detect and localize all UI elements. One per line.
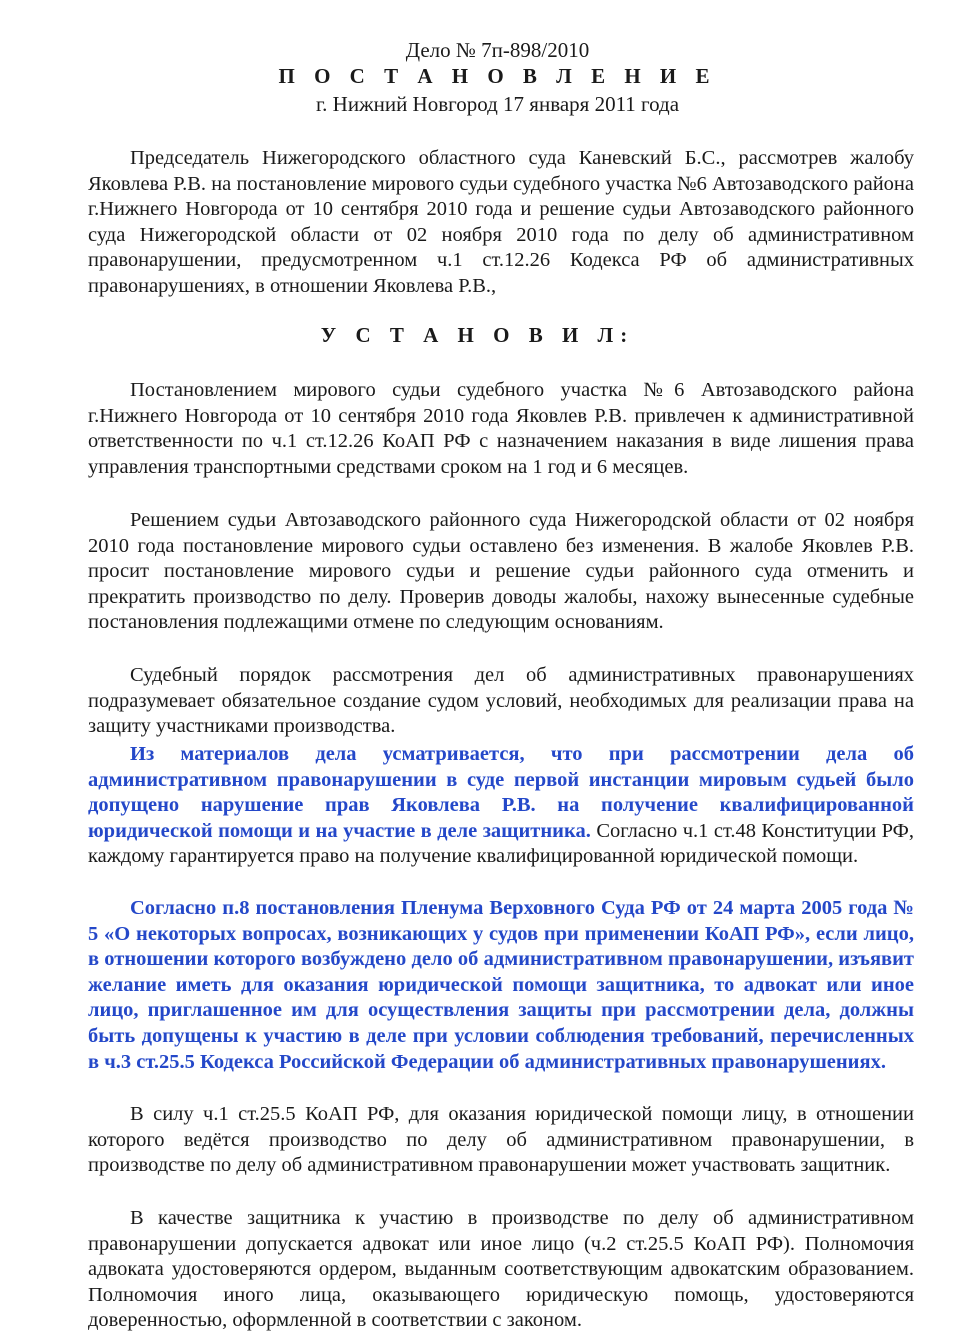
paragraph-6: В силу ч.1 ст.25.5 КоАП РФ, для оказания юридической помощи лицу, в отношении которого ведётся производство по делу об административном правонарушении, в производстве по делу об административном правонарушении может участвовать защитник. (88, 1103, 914, 1177)
paragraph-5-highlight: Согласно п.8 постановления Пленума Верховного Суда РФ от 24 марта 2005 года № 5 «О некоторых вопросах, возникающих у судов при применении КоАП РФ», если лицо, в отношении которого возбуждено дело об административном правонарушении, изъявит желание иметь для оказания юридической помощи защитника, то адвокат или иное лицо, приглашенное им для осуществления защиты при рассмотрении дела, должны быть допущены к участию в деле при условии соблюдения требований, перечисленных в ч.3 ст.25.5 Кодекса Российской Федерации об административных правонарушениях. (88, 897, 914, 1073)
section-title: У С Т А Н О В И Л: (320, 323, 635, 347)
case-number: Дело № 7п-898/2010 (405, 38, 590, 62)
paragraph-4 (88, 742, 914, 870)
paragraph-7: В качестве защитника к участию в производстве по делу об административном правонарушении допускается адвокат или иное лицо (ч.2 ст.25.5 КоАП РФ). Полномочия адвоката удостоверяются ордером, выданным соответствующим адвокатским образованием. Полномочия иного лица, оказывающего юридическую помощь, удостоверяются доверенностью, оформленной в соответствии с законом. (88, 1207, 914, 1332)
paragraph-3: Судебный порядок рассмотрения дел об административных правонарушениях подразумевает обязательное создание судом условий, необходимых для реализации права на защиту участниками производства. (88, 664, 914, 738)
paragraph-4-rest: Согласно ч.1 ст.48 Конституции РФ, каждому гарантируется право на получение квалифицированной юридической помощи. (88, 819, 915, 868)
paragraph-1: Постановлением мирового судьи судебного участка №6 Автозаводского района г.Нижнего Новгорода от 10 сентября 2010 года Яковлев Р.В. привлечен к административной ответственности по ч.1 ст.12.26 КоАП РФ с назначением наказания в виде лишения права управления транспортными средствами сроком на 1 год и 6 месяцев. (88, 379, 914, 478)
document-title: П О С Т А Н О В Л Е Н И Е (278, 64, 717, 88)
paragraph-2: Решением судьи Автозаводского районного суда Нижегородской области от 02 ноября 2010 года постановление мирового судьи оставлено без изменения. В жалобе Яковлев Р.В. просит постановление мирового судьи и решение судьи районного суда отменить и прекратить производство по делу. Проверив доводы жалобы, нахожу вынесенные судебные постановления подлежащими отмене по следующим основаниям. (88, 509, 914, 634)
intro-paragraph: Председатель Нижегородского областного суда Каневский Б.С., рассмотрев жалобу Яковлева Р.В. на постановление мирового судьи судебного участка №6 Автозаводского района г.Нижнего Новгорода от 10 сентября 2010 года и решение судьи Автозаводского районного суда Нижегородской области от 02 ноября 2010 года по делу об административном правонарушении, предусмотренном ч.1 ст.12.26 Кодекса РФ об административных правонарушениях, в отношении Яковлева Р.В., (88, 147, 914, 297)
place-and-date: г. Нижний Новгород 17 января 2011 года (315, 92, 680, 116)
paragraph-4-highlight: Из материалов дела усматривается, что при рассмотрении дела об административном правонарушении в суде первой инстанции мировым судьей было допущено нарушение прав Яковлева Р.В. на получение квалифицированной юридической помощи и на участие в деле защитника. (88, 743, 914, 842)
